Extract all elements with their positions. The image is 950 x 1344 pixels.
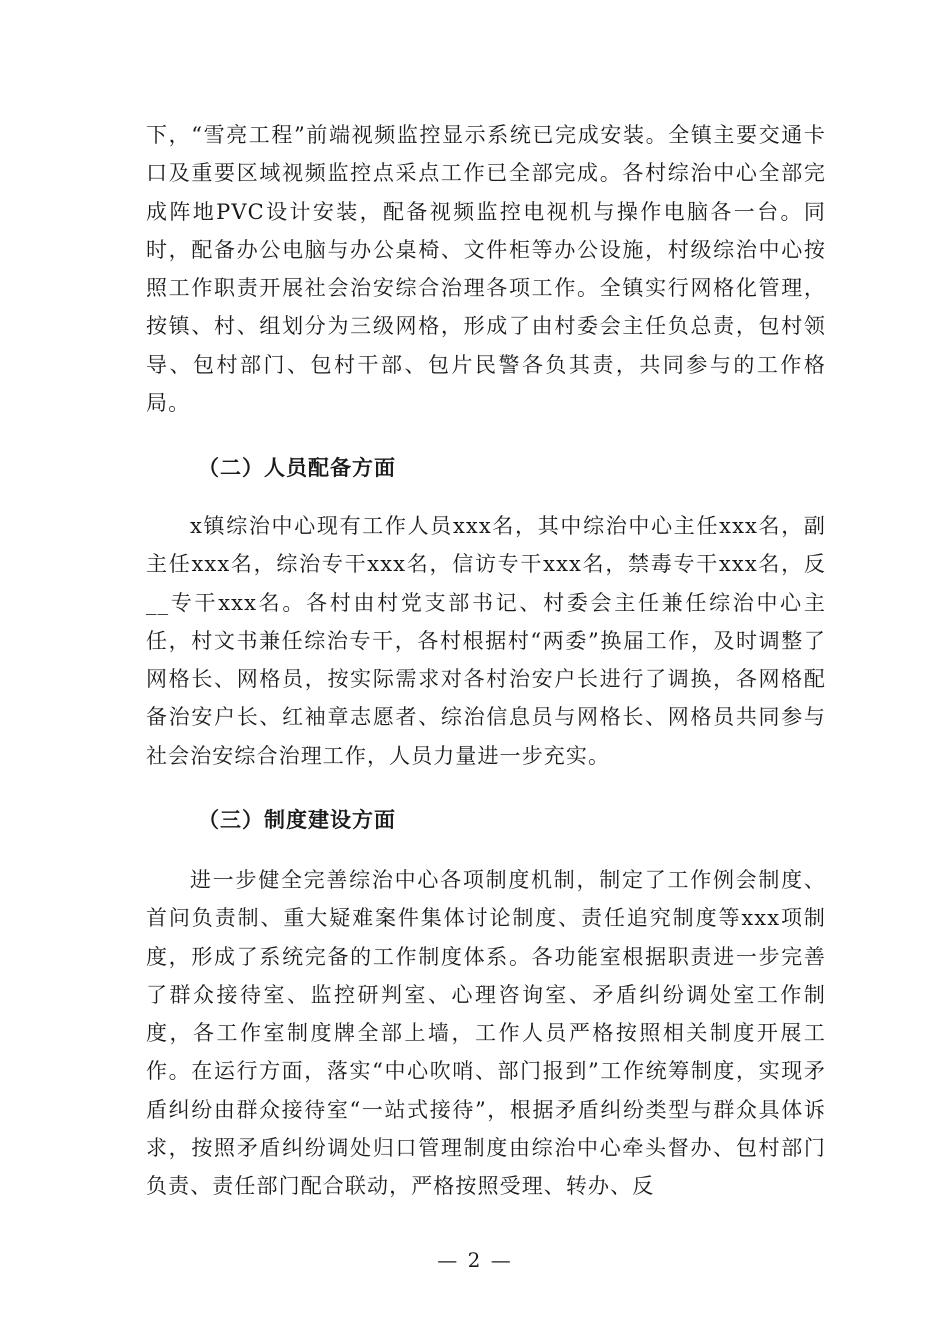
paragraph-3: 进一步健全完善综治中心各项制度机制，制定了工作例会制度、首问负责制、重大疑难案件集体讨论制度、责任追究制度等xxx项制度，形成了系统完备的工作制度体系。各功能室根据职责进一步完善了群众接待室、监控研判室、心理咨询室、矛盾纠纷调处室工作制度，各工作室制度牌全部上墙，工作人员严格按照相关制度开展工作。在运行方面，落实“中心吹哨、部门报到”工作统筹制度，实现矛盾纠纷由群众接待室“一站式接待”，根据矛盾纠纷类型与群众具体诉求，按照矛盾纠纷调处归口管理制度由综治中心牵头督办、包村部门负责、责任部门配合联动，严格按照受理、转办、反 bbox=[146, 868, 826, 1199]
paragraph-1: 下，“雪亮工程”前端视频监控显示系统已完成安装。全镇主要交通卡口及重要区域视频监控点采点工作已全部完成。各村综治中心全部完成阵地PVC设计安装，配备视频监控电视机与操作电脑各一台。同时，配备办公电脑与办公桌椅、文件柜等办公设施，村级综治中心按照工作职责开展社会治安综合治理各项工作。全镇实行网格化管理，按镇、村、组划分为三级网格，形成了由村委会主任负总责，包村领导、包村部门、包村干部、包片民警各负其责，共同参与的工作格局。 bbox=[146, 123, 826, 416]
section-heading-2: （二）人员配备方面 bbox=[198, 456, 396, 480]
page-number: — 2 — bbox=[437, 1248, 513, 1272]
paragraph-2: x镇综治中心现有工作人员xxx名，其中综治中心主任xxx名，副主任xxx名，综治专干xxx名，信访专干xxx名，禁毒专干xxx名，反__专干xxx名。各村由村党支部书记、村委会主任兼任综治中心主任，村文书兼任综治专干，各村根据村“两委”换届工作，及时调整了网格长、网格员，按实际需求对各村治安户长进行了调换，各网格配备治安户长、红袖章志愿者、综治信息员与网格长、网格员共同参与社会治安综合治理工作，人员力量进一步充实。 bbox=[146, 514, 826, 768]
section-heading-3: （三）制度建设方面 bbox=[198, 808, 396, 832]
